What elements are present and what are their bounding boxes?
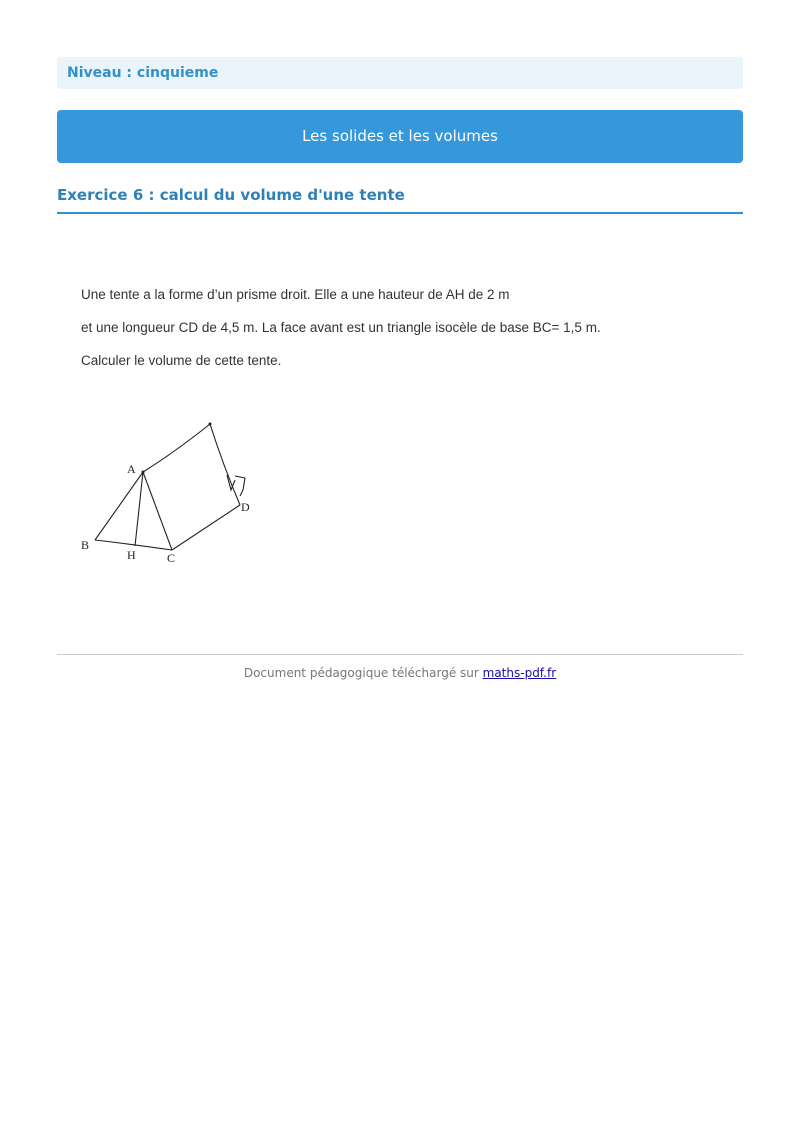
edge-ab	[95, 472, 143, 540]
footer-link[interactable]: maths-pdf.fr	[482, 666, 557, 680]
footer-text: Document pédagogique téléchargé sur	[243, 666, 483, 680]
exercise-line-1: Une tente a la forme d’un prisme droit. Elle a une hauteur de AH de 2 m	[81, 287, 510, 302]
footer	[57, 666, 743, 680]
chapter-title: Les solides et les volumes	[302, 127, 498, 145]
level-text: Niveau : cinquieme	[67, 65, 219, 81]
label-a: A	[127, 462, 136, 476]
exercise-title-text: Exercice 6 : calcul du volume d'une tente	[57, 186, 405, 204]
label-d: D	[241, 500, 250, 514]
edge-ac	[143, 472, 172, 550]
footer-divider	[57, 654, 743, 655]
label-h: H	[127, 548, 136, 562]
tent-figure	[75, 410, 265, 570]
edge-ah	[135, 472, 143, 546]
chapter-banner	[57, 110, 743, 163]
tent-flap	[227, 475, 245, 496]
exercise-title	[57, 186, 743, 214]
edge-cd	[172, 505, 240, 550]
label-b: B	[81, 538, 90, 552]
back-edge	[210, 424, 240, 505]
exercise-line-3: Calculer le volume de cette tente.	[81, 353, 282, 368]
exercise-line-2: et une longueur CD de 4,5 m. La face avant est un triangle isocèle de base BC= 1,5 m.	[81, 320, 601, 335]
label-c: C	[167, 551, 176, 565]
tent-diagram	[75, 410, 265, 570]
ridge	[143, 424, 210, 472]
level-box	[57, 57, 743, 89]
